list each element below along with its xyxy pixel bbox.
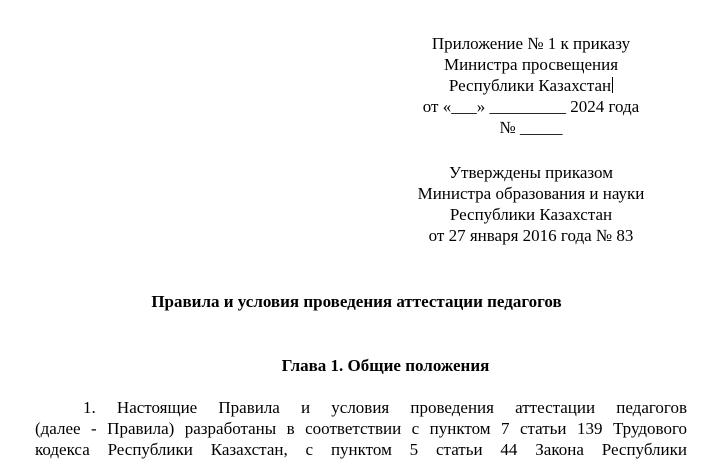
paragraph-line-1: 1. Настоящие Правила и условия проведения аттестации педагогов [83, 398, 687, 417]
approved-header [400, 162, 662, 246]
annex-line-3[interactable] [400, 75, 662, 96]
paragraph-line-2: (далее - Правила) разработаны в соответствии с пунктом 7 статьи 139 Трудового [35, 419, 687, 438]
chapter-title: Глава 1. Общие положения [281, 356, 490, 375]
annex-line-3-text: Республики Казахстан [448, 76, 612, 95]
annex-header [400, 33, 662, 138]
approved-line-4: от 27 января 2016 года № 83 [428, 226, 634, 245]
approved-line-1: Утверждены приказом [449, 163, 613, 182]
paragraph-1 [35, 397, 687, 459]
approved-line-3: Республики Казахстан [449, 205, 613, 224]
paragraph-line-3: кодекса Республики Казахстан, с пунктом 5 статьи 44 Закона Республики [35, 440, 687, 459]
annex-line-1: Приложение № 1 к приказу [431, 34, 631, 53]
approved-line-2: Министра образования и науки [417, 184, 645, 203]
text-cursor [612, 77, 613, 93]
annex-line-2: Министра просвещения [443, 55, 619, 74]
annex-line-4: от «___» _________ 2024 года [422, 97, 640, 116]
annex-line-5: № _____ [499, 118, 563, 137]
document-title: Правила и условия проведения аттестации педагогов [151, 292, 562, 311]
